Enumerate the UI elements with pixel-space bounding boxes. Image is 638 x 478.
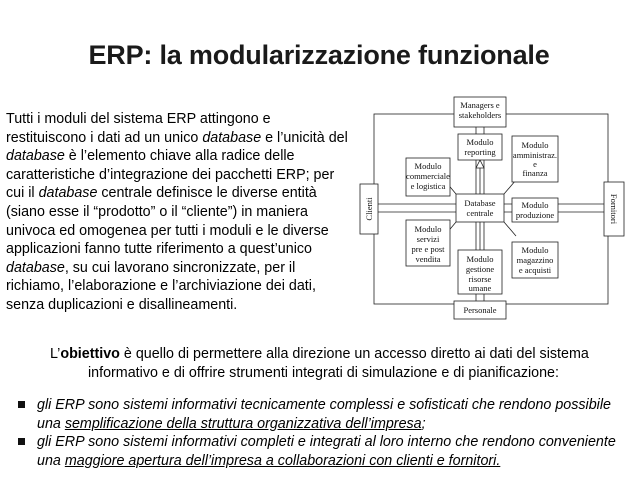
bullet-underlined-text: semplificazione della struttura organizzativa dell’impresa xyxy=(64,415,422,432)
objective-post: è quello di permettere alla direzione un accesso diretto ai dati del sistema informativo e di offrire strumenti integrati di simulazione e di pianificazione: xyxy=(88,346,589,381)
intro-paragraph xyxy=(6,110,351,315)
module-risorse-line2: gestione xyxy=(465,264,495,274)
module-magazzino-line3: e acquisti xyxy=(518,265,552,275)
square-bullet-icon xyxy=(18,401,25,408)
managers-label-line1: Managers e xyxy=(460,100,500,110)
module-commerciale-line3: e logistica xyxy=(410,181,446,191)
managers-label-line2: stakeholders xyxy=(458,110,502,120)
intro-text-1: Tutti i moduli del sistema ERP attingono e restituiscono i dati ad un unico xyxy=(6,111,271,146)
module-produzione-line1: Modulo xyxy=(521,200,549,210)
square-bullet-icon xyxy=(18,438,25,445)
module-magazzino-line1: Modulo xyxy=(521,245,549,255)
module-admin-line3: e xyxy=(533,159,537,169)
module-admin-line2: amministraz. xyxy=(512,150,558,160)
bullet-text: gli ERP sono sistemi informativi tecnicamente complessi e sofisticati che rendono possibile una xyxy=(37,397,611,432)
module-commerciale-line1: Modulo xyxy=(414,161,442,171)
database-label-line1: Database xyxy=(464,198,496,208)
module-servizi-line4: vendita xyxy=(415,254,441,264)
intro-text-3: è l’elemento chiave alla radice delle caratteristiche d’integrazione dei pacchetti ERP; per cui il xyxy=(6,148,335,202)
module-servizi-line2: servizi xyxy=(416,234,440,244)
module-magazzino-line2: magazzino xyxy=(516,255,554,265)
slide-title: ERP: la modularizzazione funzionale xyxy=(88,40,550,70)
intro-text-5: , su cui lavorano sincronizzate, per il richiamo, l’elaborazione e l’archiviazione dei dati, senza duplicazioni e disallineamenti. xyxy=(6,259,316,313)
module-servizi-line3: pre e post xyxy=(411,244,445,254)
bullet-underlined-text: maggiore apertura dell’impresa a collaborazioni con clienti e fornitori. xyxy=(64,452,501,469)
clienti-label: Clienti xyxy=(364,197,374,221)
module-risorse-line4: umane xyxy=(468,283,492,293)
bullet-list xyxy=(16,396,616,470)
module-servizi-line1: Modulo xyxy=(414,224,442,234)
module-admin-line4: finanza xyxy=(522,168,548,178)
bullet-item xyxy=(16,396,616,433)
intro-database-2: database xyxy=(6,148,65,165)
objective-paragraph xyxy=(50,345,638,382)
intro-text-4: centrale definisce le diverse entità (siano esse il “prodotto” o il “cliente”) in maniera univoca ed omogenea per tutti i moduli e le diverse applicazioni fanno tutte riferimento a quest’unico xyxy=(6,185,329,258)
personale-label: Personale xyxy=(463,305,497,315)
bullet-text: gli ERP sono sistemi informativi completi e integrati al loro interno che rendono conveniente una xyxy=(37,434,616,469)
bullet-item xyxy=(16,433,616,470)
module-risorse-line3: risorse xyxy=(468,274,492,284)
module-reporting-line2: reporting xyxy=(464,147,496,157)
intro-text-2: e l’unicità del xyxy=(261,129,348,146)
module-produzione-line2: produzione xyxy=(515,210,555,220)
erp-module-diagram xyxy=(358,96,626,321)
intro-database-4: database xyxy=(6,259,65,276)
database-label-line2: centrale xyxy=(466,208,494,218)
objective-keyword: obiettivo xyxy=(60,346,120,362)
fornitori-label: Fornitori xyxy=(609,193,619,225)
bullet-text-end: ; xyxy=(421,415,426,432)
intro-database-1: database xyxy=(202,129,262,146)
module-reporting-line1: Modulo xyxy=(466,137,494,147)
module-risorse-line1: Modulo xyxy=(466,254,494,264)
objective-pre: L’ xyxy=(50,346,61,362)
module-admin-line1: Modulo xyxy=(521,140,549,150)
intro-database-3: database xyxy=(38,185,98,202)
module-commerciale-line2: commerciale xyxy=(406,171,450,181)
